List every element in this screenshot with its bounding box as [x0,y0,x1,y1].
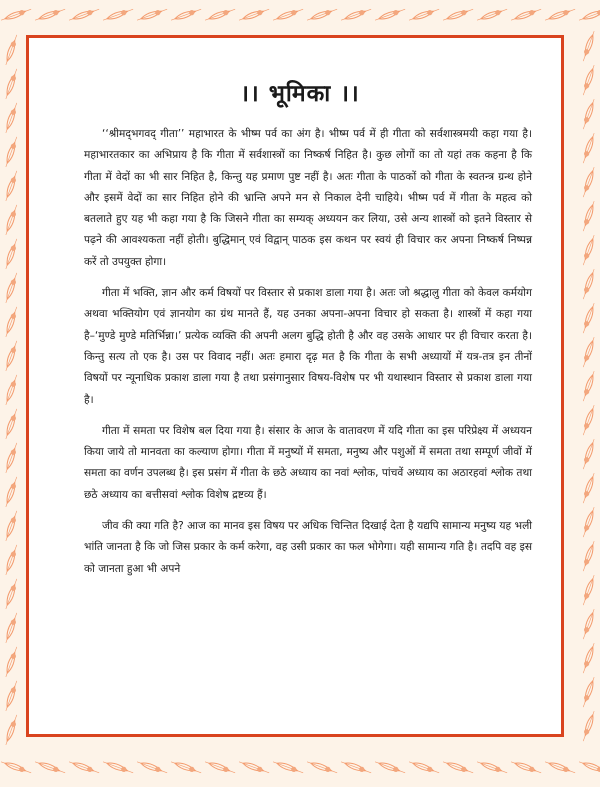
feather-icon [544,7,576,23]
feather-icon [3,680,19,712]
top-feather-row [0,7,600,23]
feather-icon [581,540,597,572]
paragraph: गीता में समता पर विशेष बल दिया गया है। संसार के आज के वातावरण में यदि गीता का इस परिप्रेक्ष्य में अध्ययन किया जाये तो मानवता का कल्याण होगा। गीता में मनुष्यों में समता, मनुष्य और पशुओं में समता तथा सम्पूर्ण जीवों में समता का वर्णन उपलब्ध है। इस प्रसंग में गीता के छठे अध्याय का नवां श्लोक, पांचवें अध्याय का अठारहवां श्लोक तथा छठे अध्याय का बत्तीसवां श्लोक विशेष द्रष्टव्य हैं। [84,424,532,501]
feather-icon [3,510,19,542]
feather-icon [476,759,508,775]
feather-icon [581,710,597,742]
feather-icon [581,370,597,402]
feather-icon [340,759,372,775]
paragraph: जीव की क्या गति है? आज का मानव इस विषय पर अधिक चिन्तित दिखाई देता है यद्यपि सामान्य मनुष्य यह भली भांति जानता है कि जो जिस प्रकार के कर्म करेगा, वह उसी प्रकार का फल भोगेगा। यही सामान्य गति है। तदपि वह इस को जानता हुआ भी अपने [84,520,532,575]
feather-icon [581,166,597,198]
feather-icon [68,759,100,775]
feather-icon [3,646,19,678]
feather-icon [408,7,440,23]
feather-icon [581,676,597,708]
feather-icon [476,7,508,23]
feather-icon [578,7,600,23]
feather-icon [3,442,19,474]
feather-icon [3,204,19,236]
feather-icon [3,374,19,406]
feather-icon [581,336,597,368]
feather-icon [442,759,474,775]
feather-icon [34,759,66,775]
feather-icon [68,7,100,23]
feather-icon [3,612,19,644]
feather-icon [306,759,338,775]
feather-icon [581,574,597,606]
feather-icon [272,7,304,23]
feather-icon [3,136,19,168]
feather-icon [170,759,202,775]
feather-icon [581,404,597,436]
feather-icon [3,408,19,440]
left-feather-column [3,34,19,746]
feather-icon [3,476,19,508]
feather-icon [0,7,32,23]
feather-icon [3,170,19,202]
feather-icon [581,234,597,266]
feather-icon [544,759,576,775]
bottom-feather-row [0,759,600,775]
paragraph: ‘‘श्रीमद्‌भगवद् गीता’’ महाभारत के भीष्म पर्व का अंग है। भीष्म पर्व में ही गीता को सर्वशास्त्रमयी कहा गया है। महाभारतकार का अभिप्राय है कि गीता में सर्वशास्त्रों का निष्कर्ष निहित है। कुछ लोगों का तो यहां तक कहना है कि गीता में वेदों का भी सार निहित है, किन्तु यह प्रमाण पुष्ट नहीं है। अतः गीता के पाठकों को गीता के स्वतन्त्र ग्रन्थ होने और इसमें वेदों का सार निहित होने की भ्रान्ति अपने मन से निकाल देनी चाहिये। भीष्म पर्व में गीता के महत्व को बतलाते हुए यह भी कहा गया है कि जिसने गीता का सम्यक् अध्ययन कर लिया, उसे अन्य शास्त्रों को इतने विस्तार से पढ़ने की आवश्यकता नहीं होती। बुद्धिमान् एवं विद्वान् पाठक इस कथन पर स्वयं ही विचार कर अपना निष्कर्ष निष्पन्न करें तो उपयुक्त होगा। [84,128,532,268]
feather-icon [408,759,440,775]
feather-icon [102,759,134,775]
paragraph: गीता में भक्ति, ज्ञान और कर्म विषयों पर विस्तार से प्रकाश डाला गया है। अतः जो श्रद्धालु गीता को केवल कर्मयोग अथवा भक्तियोग एवं ज्ञानयोग का ग्रंथ मानते हैं, यह उनका अपना-अपना विचार हो सकता है। शास्त्रों में कहा गया है–‘मुण्डे मुण्डे मतिर्भिन्ना।’ प्रत्येक व्यक्ति की अपनी अलग बुद्धि होती है और वह उसके आधार पर ही विचार करता है। किन्तु सत्य तो एक है। उस पर विवाद नहीं। अतः हमारा दृढ़ मत है कि गीता के सभी अध्यायों में यत्र-तत्र इन तीनों विषयों पर न्यूनाधिक प्रकाश डाला गया है तथा प्रसंगानुसार विषय-विशेष पर भी यथास्थान विस्तार से प्रकाश डाला गया है। [84,287,532,406]
feather-icon [578,759,600,775]
feather-icon [340,7,372,23]
feather-icon [136,759,168,775]
feather-icon [581,268,597,300]
feather-icon [272,759,304,775]
feather-icon [3,34,19,66]
feather-icon [374,759,406,775]
feather-icon [581,472,597,504]
feather-icon [238,7,270,23]
page-title: ।। भूमिका ।। [240,81,360,107]
feather-icon [238,759,270,775]
feather-icon [3,340,19,372]
feather-icon [510,7,542,23]
right-feather-column [581,30,597,742]
feather-icon [3,544,19,576]
feather-icon [581,438,597,470]
feather-icon [581,30,597,62]
feather-icon [136,7,168,23]
feather-icon [102,7,134,23]
feather-icon [3,306,19,338]
feather-icon [306,7,338,23]
feather-icon [204,7,236,23]
feather-icon [374,7,406,23]
feather-icon [34,7,66,23]
body-text [84,124,532,590]
feather-icon [581,302,597,334]
feather-icon [204,759,236,775]
feather-icon [581,608,597,640]
feather-icon [170,7,202,23]
feather-icon [581,506,597,538]
feather-icon [3,272,19,304]
feather-icon [3,578,19,610]
feather-icon [442,7,474,23]
feather-icon [581,132,597,164]
feather-icon [581,642,597,674]
feather-icon [0,759,32,775]
feather-icon [510,759,542,775]
feather-icon [581,200,597,232]
feather-icon [3,238,19,270]
feather-icon [3,714,19,746]
